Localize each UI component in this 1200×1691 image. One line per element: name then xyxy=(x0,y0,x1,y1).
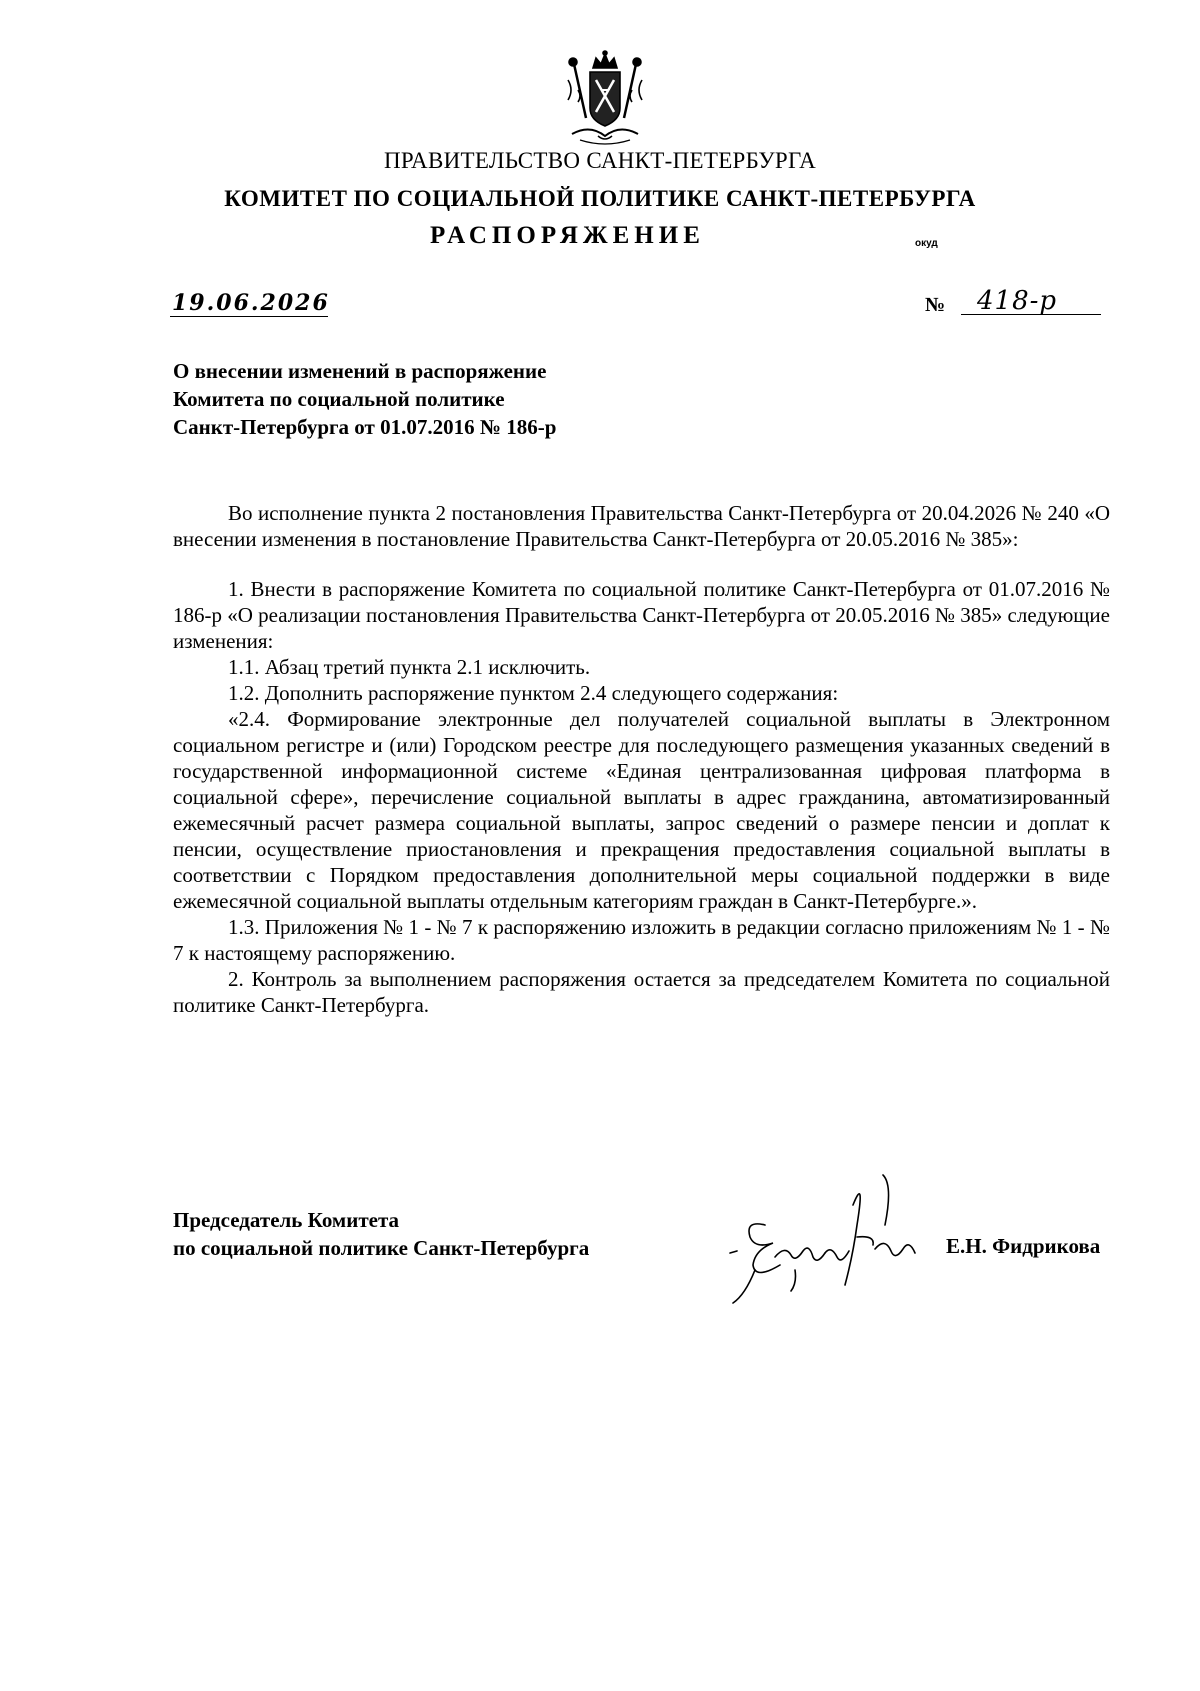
government-name: ПРАВИТЕЛЬСТВО САНКТ-ПЕТЕРБУРГА xyxy=(383,148,817,173)
signatory-position-line: по социальной политике Санкт-Петербурга xyxy=(173,1236,590,1260)
number-label: № xyxy=(925,294,946,316)
subject-line: Санкт-Петербурга от 01.07.2016 № 186-р xyxy=(173,415,557,439)
paragraph-item-1-1: 1.1. Абзац третий пункта 2.1 исключить. xyxy=(228,655,591,679)
paragraph-item-2-4: «2.4. Формирование электронные дел получателей социальной выплаты в Электронном социальном регистре и (или) Городском реестре для последующего размещения указанных сведений в государственной информационной системе «Единая централизованная цифровая платформа в социальной сфере», перечисление социальной выплаты в адрес гражданина, автоматизированный ежемесячный расчет размера социальной выплаты, запрос сведений о размере пенсии и доплат к пенсии, осуществление приостановления и прекращения предоставления социальной выплаты в соответствии с Порядком предоставления дополнительной меры социальной поддержки в виде ежемесячной социальной выплаты отдельным категориям граждан в Санкт-Петербурге.». xyxy=(173,707,1110,913)
paragraph-item-1-3: 1.3. Приложения № 1 - № 7 к распоряжению изложить в редакции согласно приложениям № 1 - № 7 к настоящему распоряжению. xyxy=(173,915,1110,965)
okud-label: окуд xyxy=(915,238,938,249)
document-number-field xyxy=(925,286,1105,318)
subject-line: О внесении изменений в распоряжение xyxy=(173,359,547,383)
paragraph-item-1: 1. Внести в распоряжение Комитета по социальной политике Санкт-Петербурга от 01.07.2016 № 186-р «О реализации постановления Правительства Санкт-Петербурга от 20.05.2016 № 385» следующие изменения: xyxy=(173,577,1110,653)
document-body xyxy=(173,500,1110,1018)
committee-name: КОМИТЕТ ПО СОЦИАЛЬНОЙ ПОЛИТИКЕ САНКТ-ПЕТЕРБУРГА xyxy=(224,186,976,211)
document-number: 418-р xyxy=(977,286,1058,316)
document-subject xyxy=(173,357,556,441)
signatory-name: Е.Н. Фидрикова xyxy=(946,1234,1101,1258)
paragraph-item-2: 2. Контроль за выполнением распоряжения остается за председателем Комитета по социальной политике Санкт-Петербурга. xyxy=(173,967,1110,1017)
handwritten-signature xyxy=(725,1165,975,1305)
signatory-position-line: Председатель Комитета xyxy=(173,1208,400,1232)
document-date-field xyxy=(170,292,328,317)
subject-line: Комитета по социальной политике xyxy=(173,387,505,411)
paragraph-item-1-2: 1.2. Дополнить распоряжение пунктом 2.4 следующего содержания: xyxy=(228,681,839,705)
preamble-paragraph: Во исполнение пункта 2 постановления Правительства Санкт-Петербурга от 20.04.2026 № 240 «О внесении изменения в постановление Правительства Санкт-Петербурга от 20.05.2016 № 385»: xyxy=(173,501,1110,551)
document-type-title: РАСПОРЯЖЕНИЕ xyxy=(430,222,705,249)
coat-of-arms-emblem xyxy=(560,50,650,150)
document-date: 19.06.2026 xyxy=(172,290,330,316)
signatory-position xyxy=(173,1206,589,1262)
